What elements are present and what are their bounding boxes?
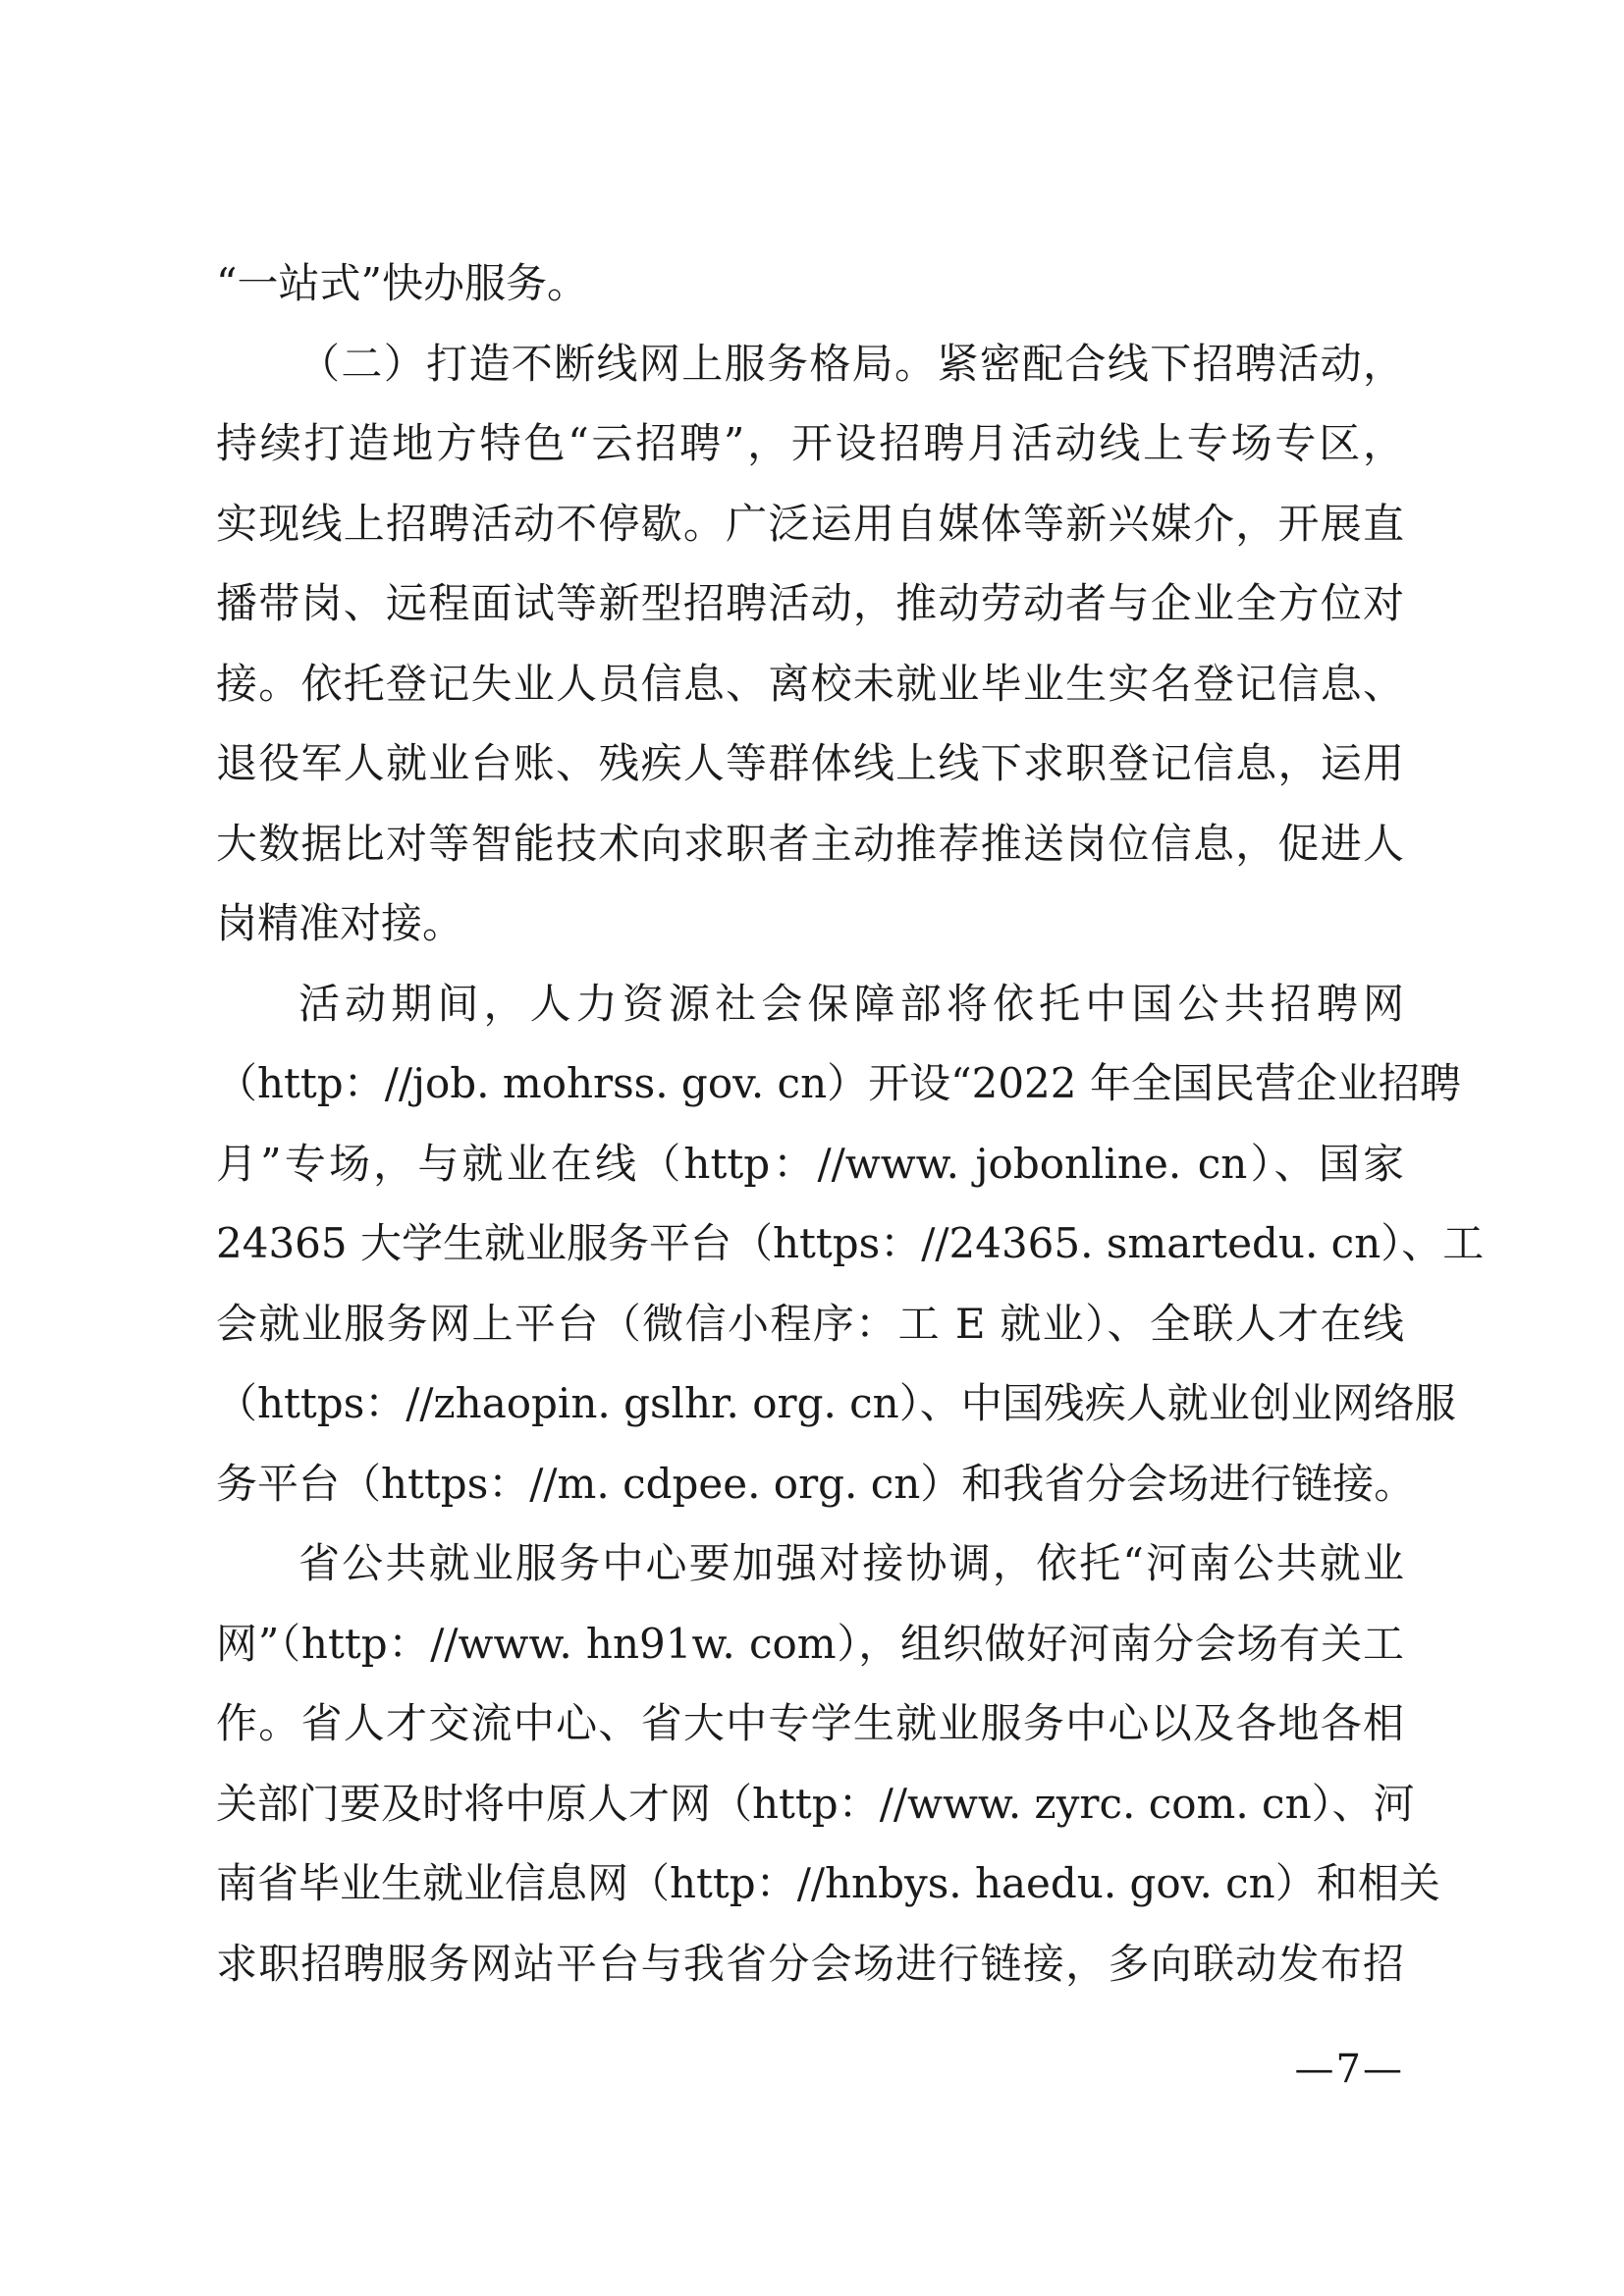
text-line: 持续打造地方特色“云招聘”，开设招聘月活动线上专场专区， — [216, 419, 1404, 467]
text-line: 务平台（https：//m. cdpee. org. cn）和我省分会场进行链接。 — [216, 1459, 1416, 1508]
text-line: 接。依托登记失业人员信息、离校未就业毕业生实名登记信息、 — [216, 659, 1404, 708]
text-line: （http：//job. mohrss. gov. cn）开设“2022 年全国民营企业招聘 — [216, 1059, 1461, 1107]
text-line: （二）打造不断线网上服务格局。紧密配合线下招聘活动， — [298, 339, 1404, 388]
text-line: 实现线上招聘活动不停歇。广泛运用自媒体等新兴媒介，开展直 — [216, 499, 1404, 548]
text-line: 播带岗、远程面试等新型招聘活动，推动劳动者与企业全方位对 — [216, 579, 1404, 627]
text-line: “一站式”快办服务。 — [216, 259, 588, 307]
text-line: 作。省人才交流中心、省大中专学生就业服务中心以及各地各相 — [216, 1699, 1404, 1747]
text-line: 大数据比对等智能技术向求职者主动推荐推送岗位信息，促进人 — [216, 819, 1404, 868]
text-line: 求职招聘服务网站平台与我省分会场进行链接，多向联动发布招 — [216, 1939, 1404, 1988]
text-line: 网”（http：//www. hn91w. com），组织做好河南分会场有关工 — [216, 1619, 1404, 1668]
text-line: 月”专场，与就业在线（http：//www. jobonline. cn）、国家 — [216, 1139, 1404, 1188]
text-line: 退役军人就业台账、残疾人等群体线上线下求职登记信息，运用 — [216, 739, 1404, 787]
text-line: 24365 大学生就业服务平台（https：//24365. smartedu. cn）、工 — [216, 1219, 1485, 1267]
page-number: —7— — [1294, 2047, 1404, 2092]
text-line: 活动期间，人力资源社会保障部将依托中国公共招聘网 — [298, 979, 1404, 1028]
text-line: 南省毕业生就业信息网（http：//hnbys. haedu. gov. cn）和相关 — [216, 1859, 1440, 1907]
text-line: 省公共就业服务中心要加强对接协调，依托“河南公共就业 — [298, 1539, 1404, 1587]
body-text — [216, 243, 1485, 2003]
text-line: 会就业服务网上平台（微信小程序：工 E 就业）、全联人才在线 — [216, 1299, 1404, 1348]
text-line: 关部门要及时将中原人才网（http：//www. zyrc. com. cn）、河 — [216, 1779, 1415, 1828]
text-line: （https：//zhaopin. gslhr. org. cn）、中国残疾人就业创业网络服 — [216, 1379, 1456, 1427]
text-line: 岗精准对接。 — [216, 899, 464, 947]
